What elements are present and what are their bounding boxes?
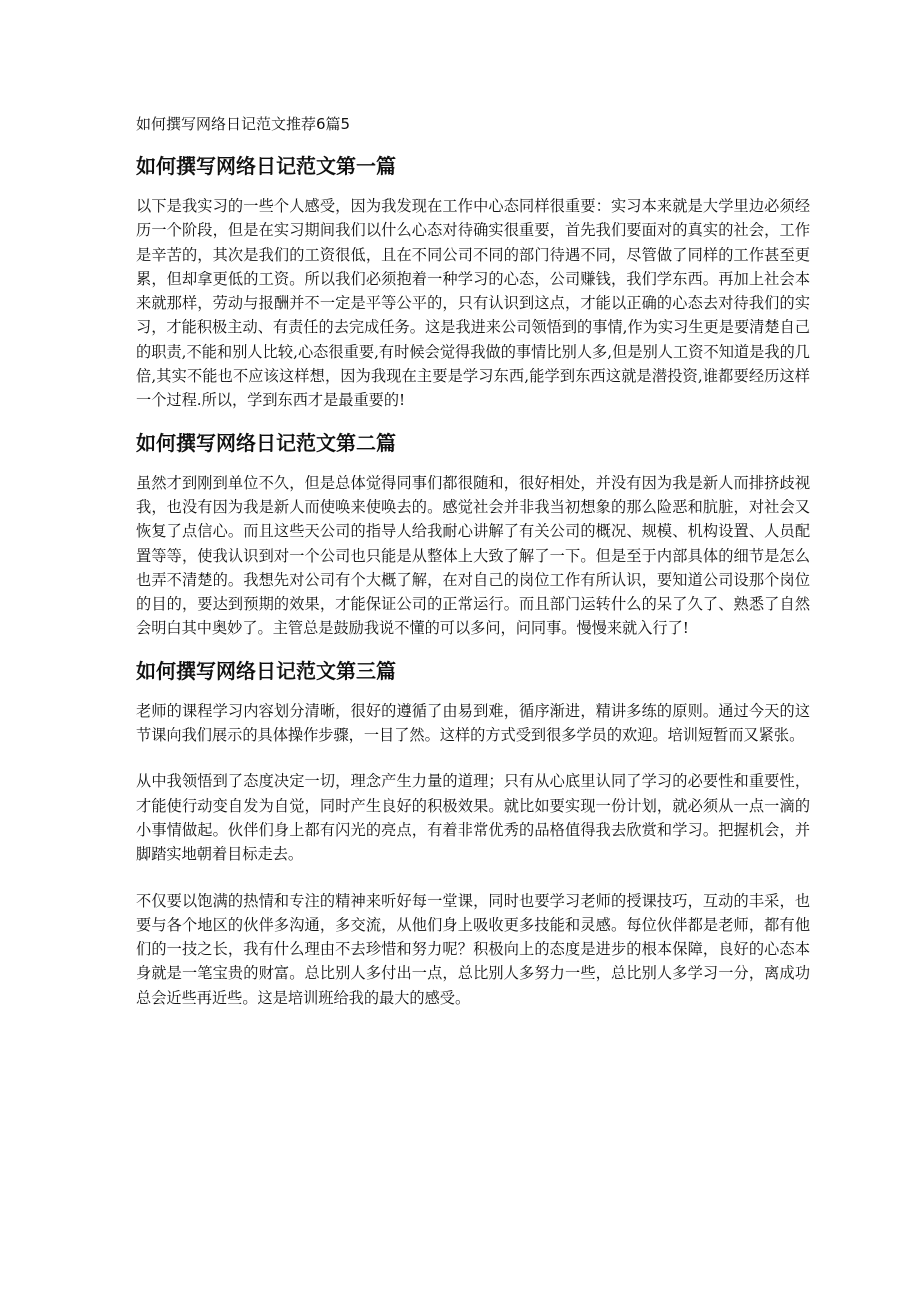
section-heading: 如何撰写网络日记范文第三篇 <box>136 658 396 683</box>
section-heading: 如何撰写网络日记范文第一篇 <box>136 154 396 178</box>
paragraph: 从中我领悟到了态度决定一切，理念产生力量的道理；只有从心底里认同了学习的必要性和重要性，才能使行动变自发为自觉，同时产生良好的积极效果。就比如要实现一份计划，就必须从一点一滴的小事情做起。伙伴们身上都有闪光的亮点，有着非常优秀的品格值得我去欣赏和学习。把握机会，并脚踏实地朝着目标走去。 <box>136 772 810 864</box>
section-body <box>136 194 810 413</box>
paragraph: 以下是我实习的一些个人感受，因为我发现在工作中心态同样很重要：实习本来就是大学里边必须经历一个阶段，但是在实习期间我们以什么心态对待确实很重要，首先我们要面对的真实的社会，工作是辛苦的，其次是我们的工资很低，且在不同公司不同的部门待遇不同，尽管做了同样的工作甚至更累，但却拿更低的工资。所以我们必须抱着一种学习的心态，公司赚钱，我们学东西。再加上社会本来就那样，劳动与报酬并不一定是平等公平的，只有认识到这点，才能以正确的心态去对待我们的实习，才能积极主动、有责任的去完成任务。这是我进来公司领悟到的事情,作为实习生更是要清楚自己的职责,不能和别人比较,心态很重要,有时候会觉得我做的事情比别人多,但是别人工资不知道是我的几倍,其实不能也不应该这样想，因为我现在主要是学习东西,能学到东西这就是潜投资,谁都要经历这样一个过程.所以，学到东西才是最重要的! <box>136 197 810 410</box>
section-body <box>136 471 810 641</box>
section-2 <box>136 429 810 641</box>
document-title: 如何撰写网络日记范文推荐6篇5 <box>136 115 351 133</box>
paragraph: 不仅要以饱满的热情和专注的精神来听好每一堂课，同时也要学习老师的授课技巧，互动的丰采，也要与各个地区的伙伴多沟通，多交流，从他们身上吸收更多技能和灵感。每位伙伴都是老师，都有他们的一技之长，我有什么理由不去珍惜和努力呢？积极向上的态度是进步的根本保障，良好的心态本身就是一笔宝贵的财富。总比别人多付出一点，总比别人多努力一些，总比别人多学习一分，离成功总会近些再近些。这是培训班给我的最大的感受。 <box>136 891 810 1007</box>
paragraph: 老师的课程学习内容划分清晰，很好的遵循了由易到难，循序渐进，精讲多练的原则。通过今天的这节课向我们展示的具体操作步骤，一目了然。这样的方式受到很多学员的欢迎。培训短暂而又紧张。 <box>136 701 810 745</box>
paragraph: 虽然才到刚到单位不久，但是总体觉得同事们都很随和，很好相处，并没有因为我是新人而排挤歧视我，也没有因为我是新人而使唤来使唤去的。感觉社会并非我当初想象的那么险恶和肮脏，对社会又恢复了点信心。而且这些天公司的指导人给我耐心讲解了有关公司的概况、规模、机构设置、人员配置等等，使我认识到对一个公司也只能是从整体上大致了解了一下。但是至于内部具体的细节是怎么也弄不清楚的。我想先对公司有个大概了解，在对自己的岗位工作有所认识，要知道公司设那个岗位的目的，要达到预期的效果，才能保证公司的正常运行。而且部门运转什么的呆了久了、熟悉了自然会明白其中奥妙了。主管总是鼓励我说不懂的可以多问，问同事。慢慢来就入行了! <box>136 473 810 638</box>
section-3 <box>136 657 810 1010</box>
section-1 <box>136 152 810 413</box>
section-heading: 如何撰写网络日记范文第二篇 <box>136 430 396 455</box>
section-body <box>136 699 810 1010</box>
